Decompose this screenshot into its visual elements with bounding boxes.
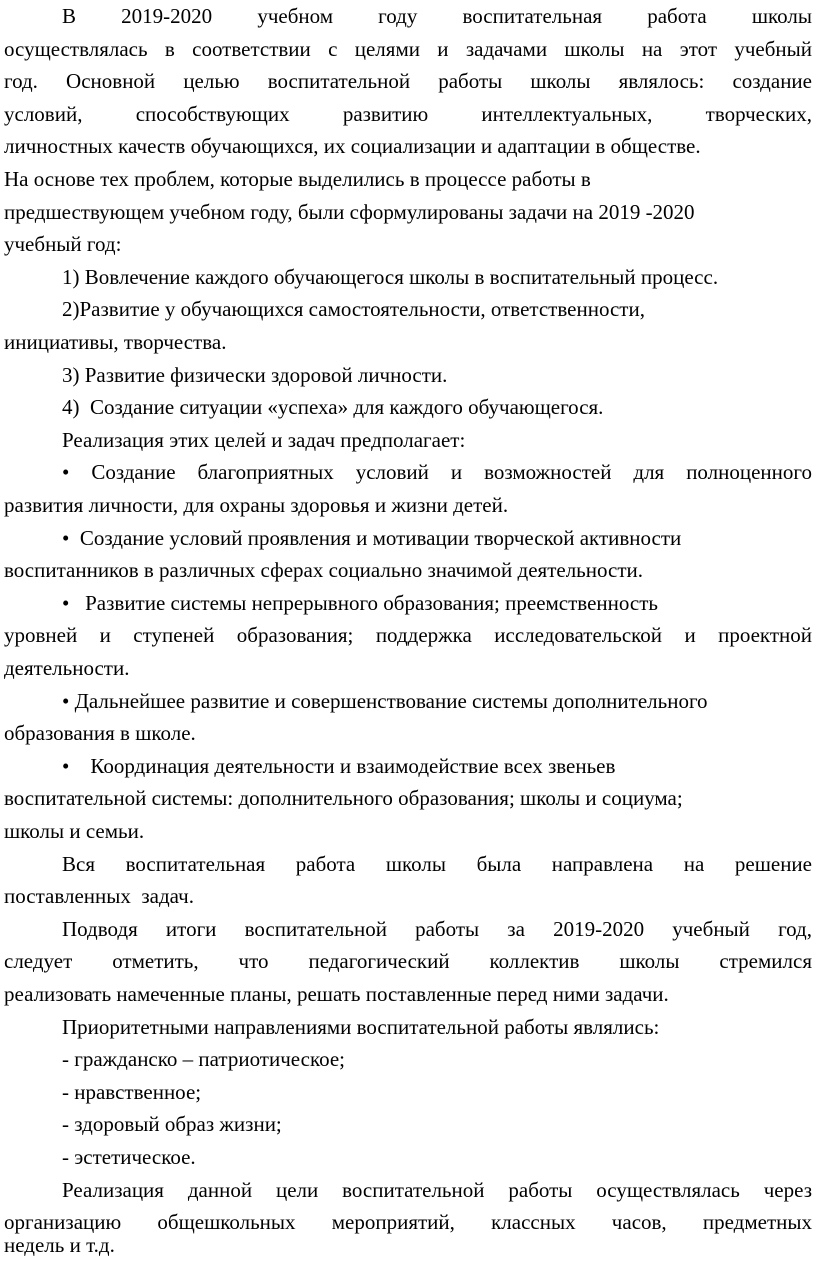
text-line: год. Основной целью воспитательной работы школы являлось: создание <box>4 69 812 94</box>
bullet-item-continuation: воспитательной системы: дополнительного образования; школы и социума; <box>4 786 683 811</box>
text-line: осуществлялась в соответствии с целями и задачами школы на этот учебный <box>4 36 812 61</box>
text-line: Вся воспитательная работа школы была направлена на решение <box>62 851 812 876</box>
task-item: 1) Вовлечение каждого обучающегося школы в воспитательный процесс. <box>62 264 719 289</box>
bullet-item: • Координация деятельности и взаимодействие всех звеньев <box>62 753 616 778</box>
bullet-item: • Развитие системы непрерывного образования; преемственность <box>62 590 658 615</box>
bullet-item-continuation: уровней и ступеней образования; поддержка исследовательской и проектной <box>4 623 812 648</box>
implementation-lead: Реализация этих целей и задач предполагает: <box>62 427 466 452</box>
text-line: условий, способствующих развитию интеллектуальных, творческих, <box>4 101 812 126</box>
task-item: 3) Развитие физически здоровой личности. <box>62 362 448 387</box>
bullet-item-continuation: школы и семьи. <box>4 819 145 843</box>
task-item: 4) Создание ситуации «успеха» для каждого обучающегося. <box>62 395 604 420</box>
bullet-item: • Создание благоприятных условий и возможностей для полноценного <box>62 460 812 485</box>
text-line: На основе тех проблем, которые выделились в процессе работы в <box>4 167 591 191</box>
text-line: поставленных задач. <box>4 884 194 909</box>
priority-item: - здоровый образ жизни; <box>62 1112 282 1137</box>
text-line: реализовать намеченные планы, решать поставленные перед ними задачи. <box>4 982 669 1006</box>
priority-item: - нравственное; <box>62 1079 202 1104</box>
bullet-item-continuation: образования в школе. <box>4 721 196 746</box>
text-line: Реализация данной цели воспитательной работы осуществлялась через <box>62 1177 812 1202</box>
text-line: недель и т.д. <box>4 1232 115 1257</box>
text-line: предшествующем учебном году, были сформулированы задачи на 2019 -2020 <box>4 199 695 224</box>
text-line: учебный год: <box>4 232 122 257</box>
priorities-lead: Приоритетными направлениями воспитательной работы являлись: <box>62 1014 660 1039</box>
bullet-item: • Создание условий проявления и мотивации творческой активности <box>62 525 682 550</box>
priority-item: - гражданско – патриотическое; <box>62 1047 345 1072</box>
bullet-item-continuation: деятельности. <box>4 656 130 680</box>
text-line: следует отметить, что педагогический коллектив школы стремился <box>4 949 812 974</box>
bullet-item-continuation: воспитанников в различных сферах социально значимой деятельности. <box>4 558 644 583</box>
priority-item: - эстетическое. <box>62 1145 196 1169</box>
text-line: личностных качеств обучающихся, их социализации и адаптации в обществе. <box>4 134 701 159</box>
task-item-continuation: инициативы, творчества. <box>4 330 227 354</box>
text-line: Подводя итоги воспитательной работы за 2019-2020 учебный год, <box>62 916 812 941</box>
task-item: 2)Развитие у обучающихся самостоятельности, ответственности, <box>62 297 645 322</box>
bullet-item: • Дальнейшее развитие и совершенствование системы дополнительного <box>62 688 708 713</box>
text-line: организацию общешкольных мероприятий, классных часов, предметных <box>4 1210 812 1235</box>
bullet-item-continuation: развития личности, для охраны здоровья и жизни детей. <box>4 493 509 517</box>
text-line: В 2019-2020 учебном году воспитательная работа школы <box>62 4 812 28</box>
